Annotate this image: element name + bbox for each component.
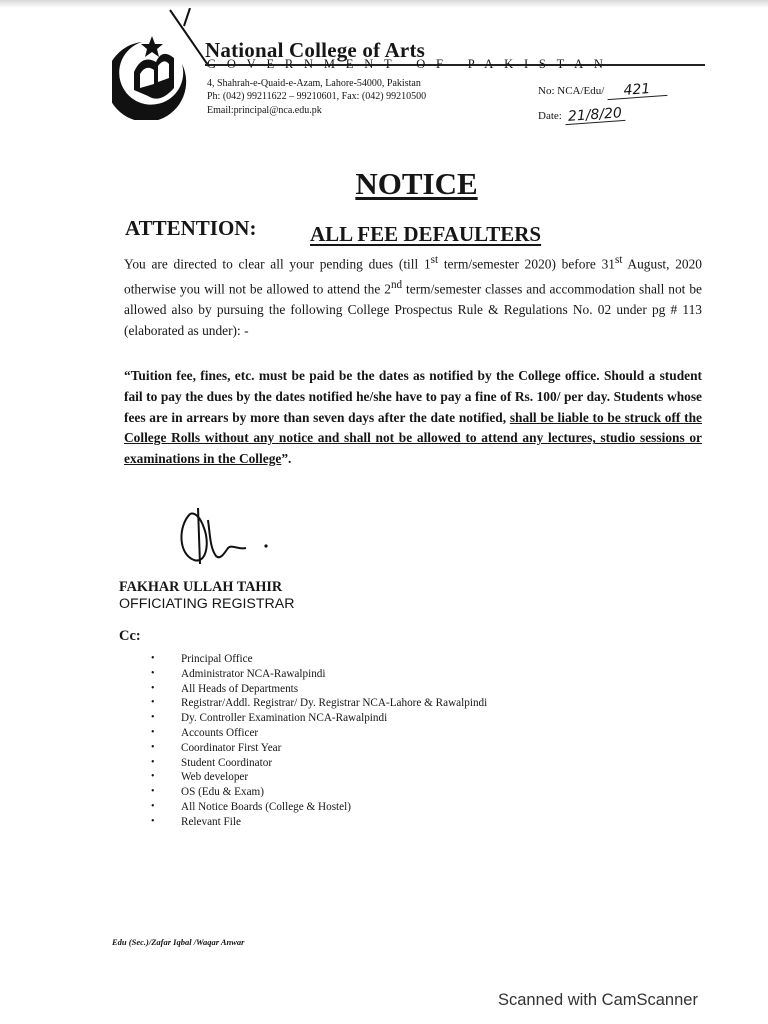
- para1-text-1: You are directed to clear all your pending dues (till 1: [124, 256, 431, 272]
- attention-subject: ALL FEE DEFAULTERS: [310, 222, 542, 246]
- notice-paragraph-1: [124, 250, 702, 341]
- cc-item: [151, 696, 487, 711]
- cc-item-text: All Heads of Departments: [181, 682, 299, 695]
- cc-item-text: Relevant File: [181, 815, 241, 828]
- attention-label: ATTENTION:: [125, 216, 257, 240]
- para1-sup-1: st: [430, 254, 439, 266]
- cc-item-text: Student Coordinator: [181, 756, 273, 769]
- cc-item: [151, 652, 487, 667]
- bullet-icon: •: [151, 697, 155, 709]
- bullet-icon: •: [151, 667, 155, 679]
- phone-fax-line: Ph: (042) 99211622 – 99210601, Fax: (042) 99210500: [207, 91, 427, 103]
- quote-text: “Tuition fee, fines, etc. must be paid be the dates as notified by the College office. Should a student fail to pay the dues by the dates notified he/she have to pay a fine of Rs. 100/ per day. Students whose fees are in arrears by more than seven days after the date notified,: [124, 368, 702, 425]
- ref-no-value: 421: [607, 81, 668, 100]
- footer-reference: Edu (Sec.)/Zafar Iqbal /Waqar Anwar: [112, 937, 245, 947]
- nca-logo-icon: [112, 8, 208, 120]
- signatory-title: OFFICIATING REGISTRAR: [119, 596, 295, 612]
- reference-number: [538, 83, 667, 98]
- cc-item-text: OS (Edu & Exam): [181, 786, 264, 799]
- scan-edge-shadow: [0, 0, 768, 8]
- cc-item-text: All Notice Boards (College & Hostel): [181, 800, 351, 813]
- cc-item: [151, 815, 487, 830]
- bullet-icon: •: [151, 653, 155, 664]
- para1-text-3: August, 2020 otherwise you will not be allowed to attend the 2: [124, 256, 702, 297]
- bullet-icon: •: [151, 741, 155, 753]
- para1-sup-3: nd: [390, 279, 403, 292]
- bullet-icon: •: [151, 712, 155, 724]
- camscanner-watermark: Scanned with CamScanner: [498, 991, 698, 1009]
- cc-label: Cc:: [119, 628, 141, 644]
- bullet-icon: •: [151, 786, 155, 798]
- cc-item: [151, 800, 487, 815]
- cc-item-text: Accounts Officer: [181, 726, 259, 739]
- signatory-name: FAKHAR ULLAH TAHIR: [119, 579, 283, 595]
- cc-item-text: Web developer: [181, 771, 249, 784]
- cc-item-text: Principal Office: [181, 653, 253, 665]
- bullet-icon: •: [151, 800, 155, 812]
- prospectus-rule-quote: [124, 366, 702, 470]
- bullet-icon: •: [151, 815, 155, 827]
- date-value: 21/8/20: [564, 106, 625, 125]
- quote-underlined-text: shall be liable to be struck off the College Rolls without any notice and shall not be allowed to attend any lectures, studio sessions or examinations in the College: [124, 409, 702, 467]
- cc-item: [151, 756, 487, 771]
- cc-item: [151, 785, 487, 800]
- signature-icon: [176, 504, 280, 570]
- cc-item-text: Dy. Controller Examination NCA-Rawalpindi: [181, 712, 388, 725]
- cc-item-text: Coordinator First Year: [181, 741, 282, 754]
- address-line: 4, Shahrah-e-Quaid-e-Azam, Lahore-54000, Pakistan: [207, 78, 421, 89]
- bullet-icon: •: [151, 771, 155, 783]
- cc-list: [151, 652, 487, 830]
- cc-item: [151, 741, 487, 756]
- reference-date: [538, 105, 625, 125]
- date-label: Date:: [538, 110, 562, 122]
- para1-text-2: term/semester 2020) before 31: [438, 256, 615, 272]
- para1-sup-2: st: [614, 254, 623, 266]
- cc-item-text: Administrator NCA-Rawalpindi: [181, 667, 326, 680]
- cc-item-text: Registrar/Addl. Registrar/ Dy. Registrar NCA-Lahore & Rawalpindi: [181, 697, 488, 710]
- cc-item: [151, 667, 487, 682]
- contact-block: [207, 77, 426, 117]
- institution-name: National College of Arts: [205, 38, 426, 62]
- cc-item: [151, 726, 487, 741]
- cc-item: [151, 711, 487, 726]
- para1-text-4: term/semester classes and accommodation shall not be allowed also by pursuing the following College Prospectus Rule & Regulations No. 02 under pg # 113 (elaborated as under): -: [124, 281, 702, 338]
- ref-no-label: No: NCA/Edu/: [538, 85, 605, 97]
- email-line: Email:principal@nca.edu.pk: [207, 104, 322, 116]
- bullet-icon: •: [151, 756, 155, 768]
- cc-item: [151, 770, 487, 785]
- cc-item: [151, 682, 487, 697]
- bullet-icon: •: [151, 726, 155, 738]
- bullet-icon: •: [151, 682, 155, 694]
- government-line: GOVERNMENT OF PAKISTAN: [207, 57, 614, 71]
- quote-closing: ”.: [281, 451, 292, 467]
- notice-title: NOTICE: [355, 166, 478, 201]
